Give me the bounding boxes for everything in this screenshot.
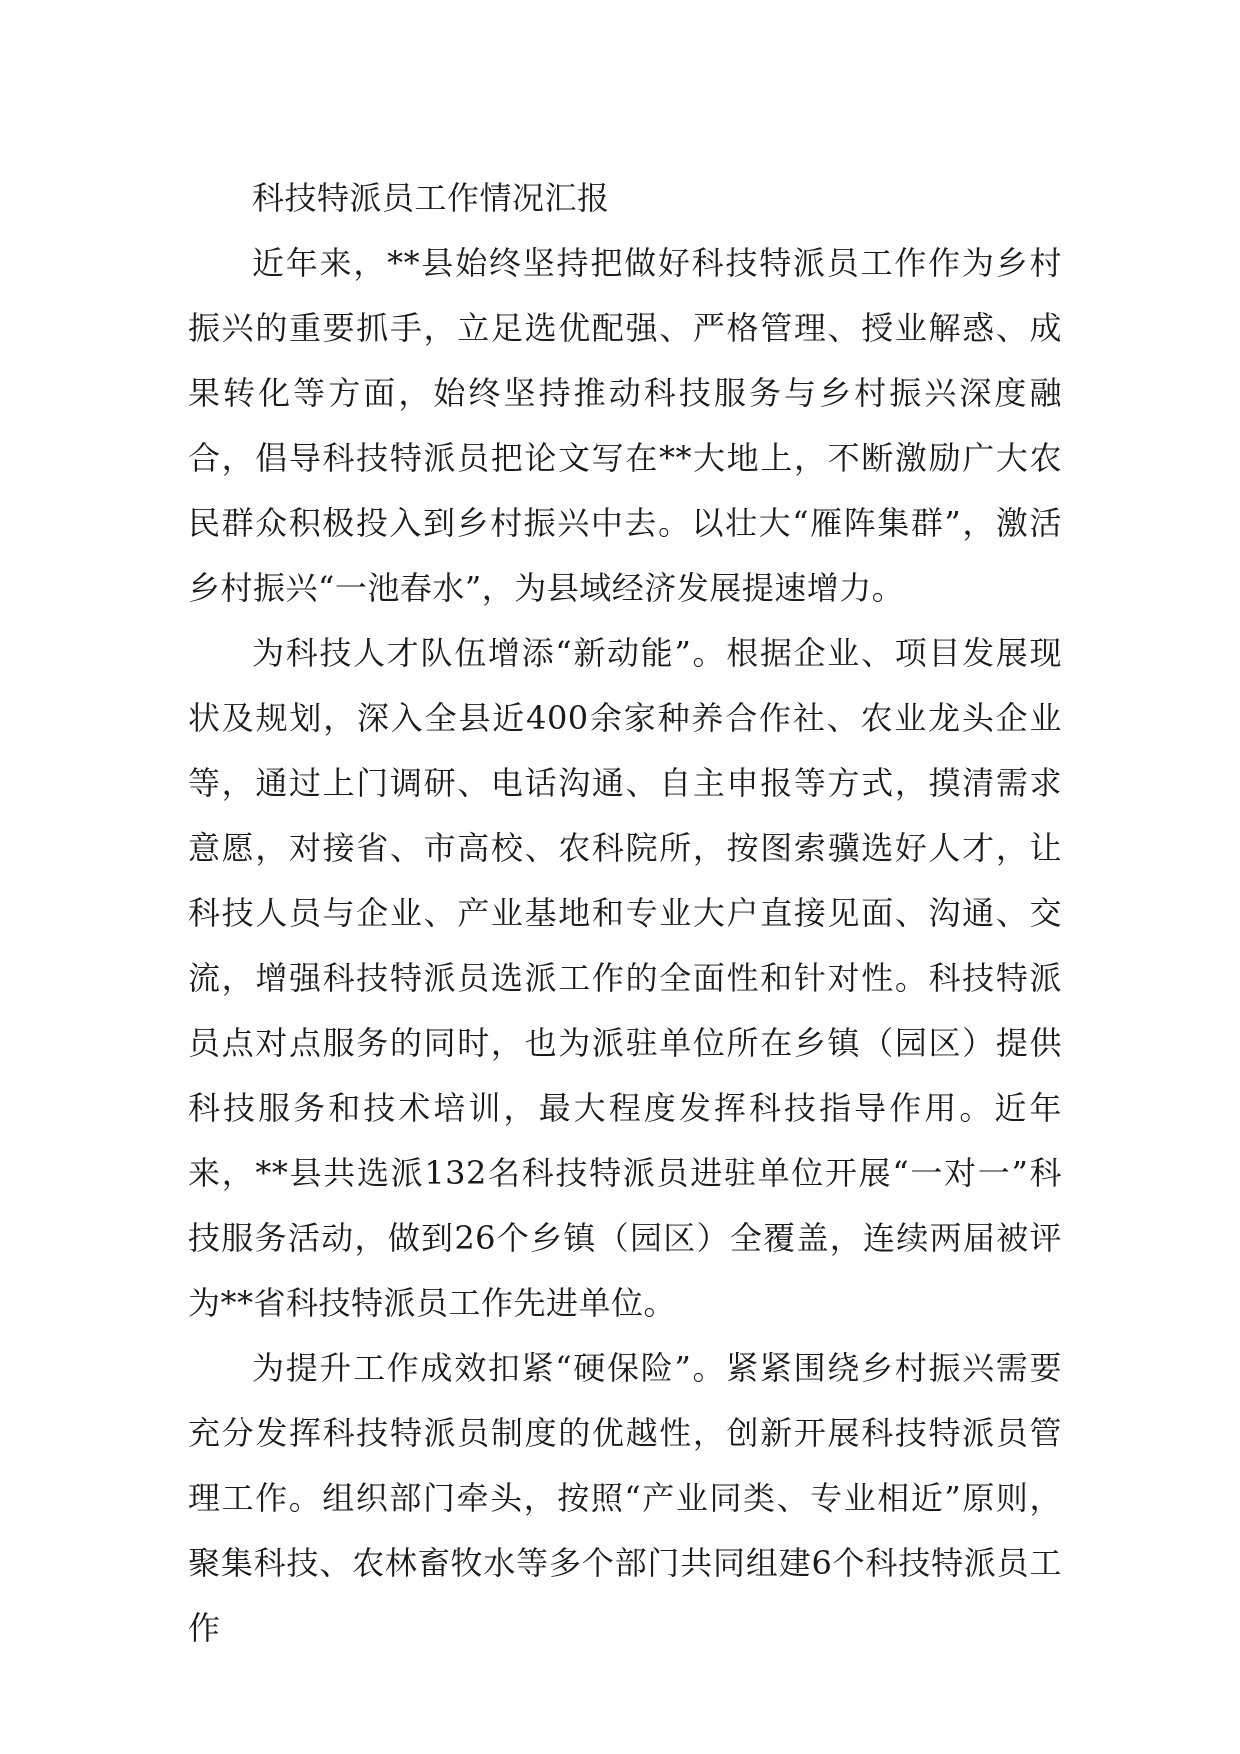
paragraph-hard-guarantee: 为提升工作成效扣紧“硬保险”。紧紧围绕乡村振兴需要充分发挥科技特派员制度的优越性，创新开展科技特派员管理工作。组织部门牵头，按照“产业同类、专业相近”原则，聚集科技、农林畜牧水等多个部门共同组建6个科技特派员工作: [188, 1349, 1062, 1647]
document-title: 科技特派员工作情况汇报: [252, 179, 610, 217]
paragraph-new-momentum: 为科技人才队伍增添“新动能”。根据企业、项目发展现状及规划，深入全县近400余家种养合作社、农业龙头企业等，通过上门调研、电话沟通、自主申报等方式，摸清需求意愿，对接省、市高校、农科院所，按图索骥选好人才，让科技人员与企业、产业基地和专业大户直接见面、沟通、交流，增强科技特派员选派工作的全面性和针对性。科技特派员点对点服务的同时，也为派驻单位所在乡镇（园区）提供科技服务和技术培训，最大程度发挥科技指导作用。近年来，**县共选派132名科技特派员进驻单位开展“一对一”科技服务活动，做到26个乡镇（园区）全覆盖，连续两届被评为**省科技特派员工作先进单位。: [188, 634, 1062, 1322]
paragraph-intro: 近年来，**县始终坚持把做好科技特派员工作作为乡村振兴的重要抓手，立足选优配强、严格管理、授业解惑、成果转化等方面，始终坚持推动科技服务与乡村振兴深度融合，倡导科技特派员把论文写在**大地上，不断激励广大农民群众积极投入到乡村振兴中去。以壮大“雁阵集群”，激活乡村振兴“一池春水”，为县域经济发展提速增力。: [188, 244, 1062, 607]
document-body: [188, 166, 1062, 1661]
